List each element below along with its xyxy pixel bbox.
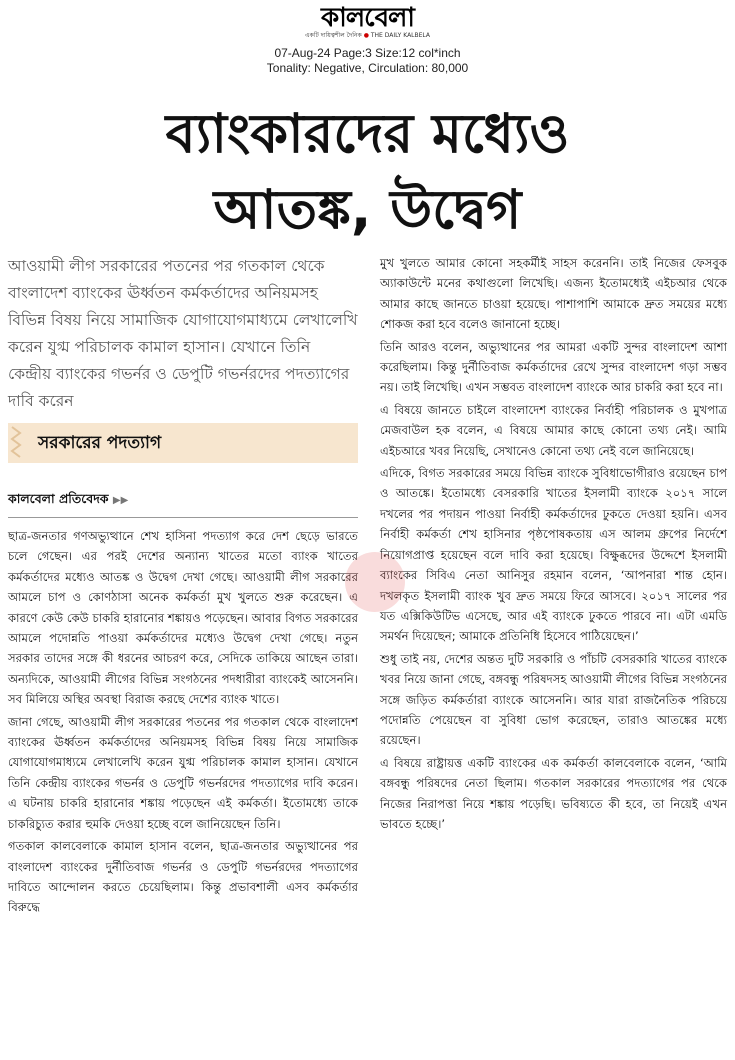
section-subhead — [8, 423, 358, 463]
article-headline — [30, 96, 705, 248]
right-paragraph-3: এ বিষয়ে জানতে চাইলে বাংলাদেশ ব্যাংকের নির্বাহী পরিচালক ও মুখপাত্র মেজবাউল হক বলেন, এ বিষয়ে আমার কাছে কোনো তথ্য নেই। আমি এইচআরে খবর নিয়েছি, সেখানেও কোনো তথ্য নেই বলে জানিয়েছে। — [380, 402, 727, 458]
byline — [8, 489, 358, 511]
tagline-dot: ● — [363, 32, 369, 39]
left-paragraph-2: জানা গেছে, আওয়ামী লীগ সরকারের পতনের পর গতকাল থেকে বাংলাদেশ ব্যাংকের ঊর্ধ্বতন কর্মকর্তাদের অনিয়মসহ বিভিন্ন বিষয় নিয়ে সামাজিক যোগাযোগমাধ্যমে লেখালেখি করেন যুগ্ম পরিচালক কামাল হাসান। যেখানে তিনি কেন্দ্রীয় ব্যাংকের গভর্নর ও ডেপুটি গভর্নরদের পদত্যাগের দাবি করেন। এ ঘটনায় চাকরি হারানোর শঙ্কায় পড়েছেন এই কর্মকর্তা। ইতোমধ্যে তাকে চাকরিচ্যুত করার হুমকি দেওয়া হচ্ছে বলে জানিয়েছেন তিনি। — [8, 714, 358, 831]
clipping-meta-line2: Tonality: Negative, Circulation: 80,000 — [266, 61, 469, 75]
left-column — [8, 253, 358, 920]
tagline-en: THE DAILY KALBELA — [370, 32, 431, 39]
clipping-meta-line1: 07-Aug-24 Page:3 Size:12 col*inch — [274, 46, 461, 60]
right-body — [380, 253, 727, 834]
right-column — [380, 253, 727, 836]
article-lead: আওয়ামী লীগ সরকারের পতনের পর গতকাল থেকে বাংলাদেশ ব্যাংকের ঊর্ধ্বতন কর্মকর্তাদের অনিয়মসহ বিভিন্ন বিষয় নিয়ে সামাজিক যোগাযোগমাধ্যমে লেখালেখি করেন যুগ্ম পরিচালক কামাল হাসান। যেখানে তিনি কেন্দ্রীয় ব্যাংকের গভর্নর ও ডেপুটি গভর্নরদের পদত্যাগের দাবি করেন — [8, 257, 358, 410]
left-paragraph-1: ছাত্র-জনতার গণঅভ্যুত্থানে শেখ হাসিনা পদত্যাগ করে দেশ ছেড়ে ভারতে চলে গেছেন। এর পরই দেশের অন্যান্য খাতের মতো ব্যাংক খাতের কর্মকর্তাদের মধ্যেও আতঙ্ক ও উদ্বেগ দেখা গেছে। আওয়ামী লীগ সরকারের আমলে চাপ ও কোণঠাসা অনেক কর্মকর্তা মুখ খুলতে শুরু করেছেন। এ কারণে কেউ কেউ চাকরি হারানোর শঙ্কায়ও পড়েছেন। আবার বিগত সরকারের আমলে পদোন্নতি পাওয়া কর্মকর্তাদের মধ্যেও উদ্বেগ দেখা গেছে। নতুন সরকার তাদের সঙ্গে কী ধরনের আচরণ করে, সেদিকে তাকিয়ে আছেন তারা। অন্যদিকে, আওয়ামী লীগের বিভিন্ন সংগঠনের পদধারীরা ব্যাংকেই আসেননি। সব মিলিয়ে অস্থির অবস্থা বিরাজ করছে দেশের ব্যাংক খাতে। — [8, 529, 358, 707]
left-body — [8, 526, 358, 918]
subhead-label: সরকারের পদত্যাগ — [38, 433, 162, 453]
newspaper-logo: কালবেলা — [321, 3, 414, 33]
tagline-bn: একটি দায়িত্বশীল দৈনিক — [304, 32, 362, 39]
byline-rule — [8, 517, 358, 518]
headline-line2: আতঙ্ক, উদ্বেগ — [213, 178, 522, 241]
masthead — [0, 4, 735, 40]
masthead-tagline — [0, 32, 735, 40]
subhead-decoration-icon — [10, 425, 24, 461]
byline-arrow-icon: ▶▶ — [112, 495, 129, 506]
byline-text: কালবেলা প্রতিবেদক — [8, 491, 109, 506]
right-paragraph-1: মুখ খুলতে আমার কোনো সহকর্মীই সাহস করেননি। তাই নিজের ফেসবুক অ্যাকাউন্টে মনের কথাগুলো লিখেছি। এজন্য ইতোমধ্যেই এইচআর থেকে আমার কাছে জানতে চাওয়া হয়েছে। পাশাপাশি আমাকে দ্রুত সময়ের মধ্যে শোকজ করা হবে বলেও জানানো হচ্ছে। — [380, 256, 727, 332]
left-paragraph-3: গতকাল কালবেলাকে কামাল হাসান বলেন, ছাত্র-জনতার অভ্যুত্থানের পর বাংলাদেশ ব্যাংকের দুর্নীতিবাজ গভর্নর ও ডেপুটি গভর্নরদের পদত্যাগের দাবিতে আন্দোলন করতে চেয়েছিলাম। কিন্তু প্রভাবশালী এসব কর্মকর্তার বিরুদ্ধে — [8, 839, 358, 915]
right-paragraph-4: এদিকে, বিগত সরকারের সময়ে বিভিন্ন ব্যাংকে সুবিধাভোগীরাও রয়েছেন চাপ ও আতঙ্কে। ইতোমধ্যে বেসরকারি খাতের ইসলামী ব্যাংকে ২০১৭ সালে দখলের পর পদায়ন পাওয়া নির্বাহী কর্মকর্তাদের ঢুকতে দেওয়া হয়নি। এসব নির্বাহী কর্মকর্তা শেখ হাসিনার পৃষ্ঠপোষকতায় এস আলম গ্রুপের নির্দেশে নিয়োগপ্রাপ্ত হয়েছেন বলে দাবি করা হয়েছে। বিক্ষুব্ধদের উদ্দেশে ইসলামী ব্যাংকের সিবিএ নেতা আনিসুর রহমান বলেন, ‘আপনারা শান্ত হোন। দখলকৃত ইসলামী ব্যাংক খুব দ্রুত সময়ে ফিরে আসবে। ২০১৭ সালের পর যত এক্সিকিউটিভ এসেছে, আর এই ব্যাংকে ঢুকতে পারবে না। এটা এমডি সমর্থন দিয়েছেন; আমাকে প্রতিনিধি হিসেবে পাঠিয়েছেন।’ — [380, 466, 727, 644]
clipping-meta — [0, 46, 735, 76]
right-paragraph-5: শুধু তাই নয়, দেশের অন্তত দুটি সরকারি ও পাঁচটি বেসরকারি খাতের ব্যাংকে খবর নিয়ে জানা গেছে, বঙ্গবন্ধু পরিষদসহ আওয়ামী লীগের বিভিন্ন সংগঠনের সঙ্গে জড়িত কর্মকর্তারা ব্যাংকে আসেননি। আর যারা রাজনৈতিক পরিচয়ে পদোন্নতি পেয়েছেন বা সুবিধা ভোগ করেছেন, তারাও আতঙ্কের মধ্যে রয়েছেন। — [380, 651, 727, 748]
watermark-logo — [345, 552, 405, 612]
right-paragraph-2: তিনি আরও বলেন, অভ্যুত্থানের পর আমরা একটি সুন্দর বাংলাদেশ আশা করেছিলাম। কিন্তু দুর্নীতিবাজ কর্মকর্তাদের রেখে সুন্দর বাংলাদেশ গড়া সম্ভব নয়। তাই লিখেছি। এখন সম্ভবত বাংলাদেশ ব্যাংকে আর চাকরি করা হবে না। — [380, 339, 727, 395]
headline-line1: ব্যাংকারদের মধ্যেও — [165, 102, 570, 165]
right-paragraph-6: এ বিষয়ে রাষ্ট্রায়ত্ত একটি ব্যাংকের এক কর্মকর্তা কালবেলাকে বলেন, ‘আমি বঙ্গবন্ধু পরিষদের নেতা ছিলাম। গতকাল সরকারের পদত্যাগের পর থেকে নিজের নিরাপত্তা নিয়ে শঙ্কায় পড়েছি। ভবিষ্যতে কী হবে, তা নিয়েই এখন ভাবতে হচ্ছে।’ — [380, 755, 727, 831]
